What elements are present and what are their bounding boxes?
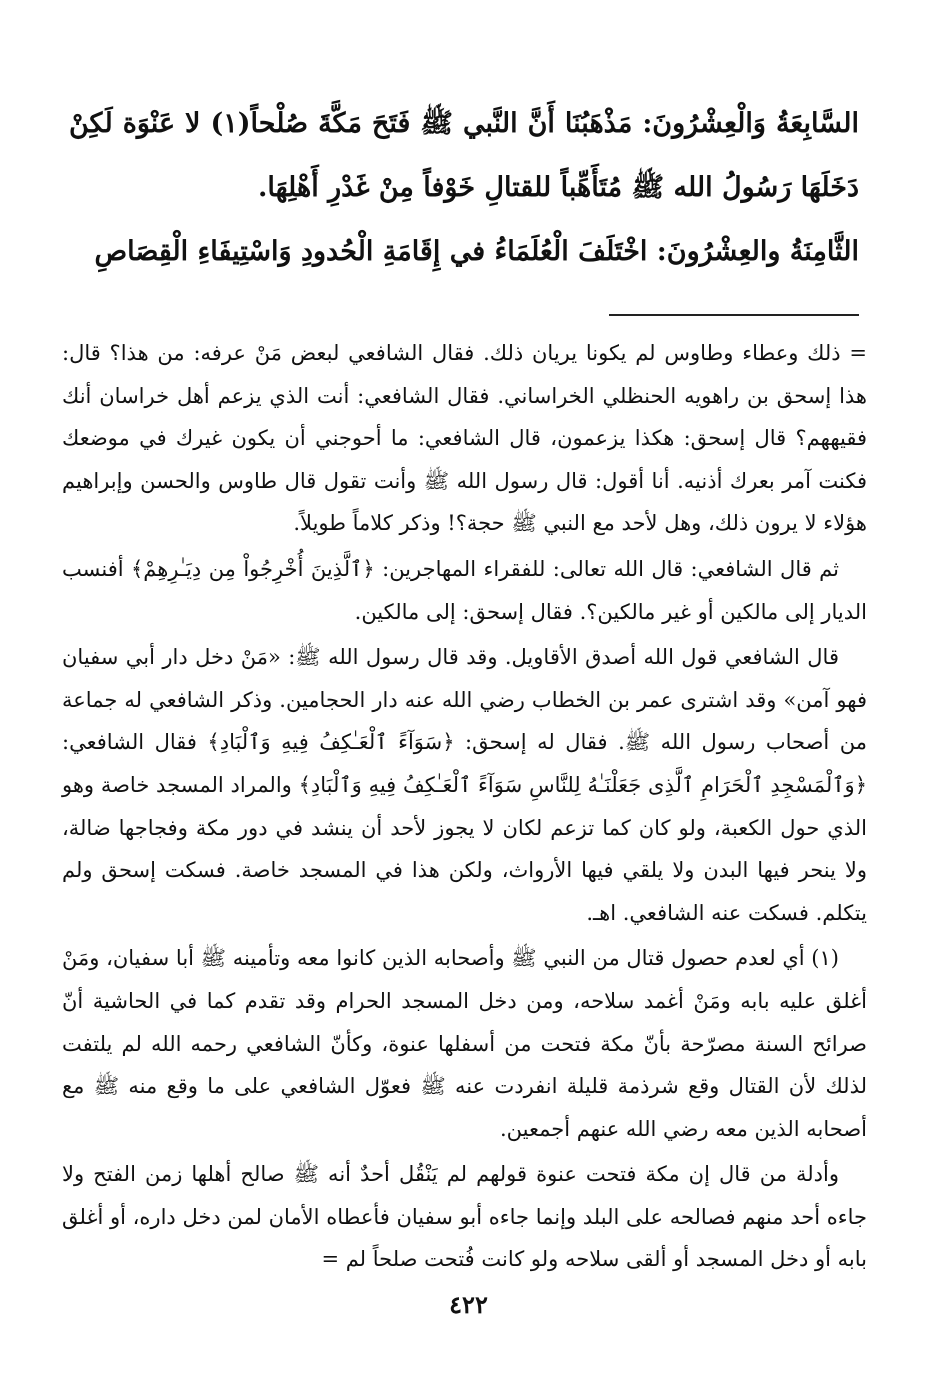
main-text bbox=[69, 92, 859, 284]
footnote-paragraph: ثم قال الشافعي: قال الله تعالى: للفقراء المهاجرين: ﴿ٱلَّذِينَ أُخْرِجُواْ مِن دِيَـٰرِهِمْ﴾ أفنسب الديار إلى مالكين أو غير مالكين؟. فقال إسحق: إلى مالكين. bbox=[62, 556, 867, 624]
footnote-separator bbox=[609, 314, 859, 316]
footnotes bbox=[62, 332, 867, 1284]
footnote-paragraph: قال الشافعي قول الله أصدق الأقاويل. وقد قال رسول الله ﷺ: «مَنْ دخل دار أبي سفيان فهو آمن» وقد اشترى عمر بن الخطاب رضي الله عنه دار الحجامين. وذكر الشافعي له جماعة من أصحاب رسول الله ﷺ. فقال له إسحق: ﴿سَوَآءً ٱلْعَـٰكِفُ فِيهِ وَٱلْبَادِ﴾ فقال الشافعي: ﴿وَٱلْمَسْجِدِ ٱلْحَرَامِ ٱلَّذِى جَعَلْنَـٰهُ لِلنَّاسِ سَوَآءً ٱلْعَـٰكِفُ فِيهِ وَٱلْبَادِ﴾ والمراد المسجد خاصة وهو الذي حول الكعبة، ولو كان كما تزعم لكان لا يجوز لأحد أن ينشد في دور مكة وفجاجها ضالة، ولا ينحر فيها البدن ولا يلقي فيها الأرواث، ولكن هذا في المسجد خاصة. فسكت إسحق ولم يتكلم. فسكت عنه الشافعي. اهـ. bbox=[62, 645, 867, 925]
main-paragraph-28: الثَّامِنَةُ والعِشْرُونَ: اخْتَلَفَ الْعُلَمَاءُ في إِقَامَةِ الْحُدودِ وَاسْتِيفَاءِ الْقِصَاصِ bbox=[94, 236, 859, 267]
main-paragraph-27: السَّابِعَةُ وَالْعِشْرُونَ: مَذْهَبُنَا أَنَّ النَّبي ﷺ فَتَحَ مَكَّةَ صُلْحاً(١) لا عَنْوَة لَكِنْ دَخَلَهَا رَسُولُ الله ﷺ مُتَأَهِّباً للقتالِ خَوْفاً مِنْ غَدْرِ أَهْلِهَا. bbox=[69, 108, 859, 203]
page-number: ٤٢٢ bbox=[449, 1290, 488, 1319]
footnote-paragraph: وأدلة من قال إن مكة فتحت عنوة قولهم لم يَنْقُل أحدٌ أنه ﷺ صالح أهلها زمن الفتح ولا جاءه أحد منهم فصالحه على البلد وإنما جاءه أبو سفيان فأعطاه الأمان لمن دخل داره، أو أغلق بابه أو دخل المسجد أو ألقى سلاحه ولو كانت فُتحت صلحاً لم = bbox=[62, 1162, 867, 1272]
footnote-1: (١) أي لعدم حصول قتال من النبي ﷺ وأصحابه الذين كانوا معه وتأمينه ﷺ أبا سفيان، ومَنْ أغلق عليه بابه ومَنْ أغمد سلاحه، ومن دخل المسجد الحرام وقد تقدم كما في الحاشية أنّ صرائح السنة مصرّحة بأنّ مكة فتحت من أسفلها عنوة، وكأنّ الشافعي رحمه الله لم يلتفت لذلك لأن القتال وقع شرذمة قليلة انفردت عنه ﷺ فعوّل الشافعي على ما وقع منه ﷺ مع أصحابه الذين معه رضي الله عنهم أجمعين. bbox=[62, 946, 867, 1141]
footnote-continuation: = ذلك وعطاء وطاوس لم يكونا يريان ذلك. فقال الشافعي لبعض مَنْ عرفه: من هذا؟ قال: هذا إسحق بن راهويه الحنظلي الخراساني. فقال الشافعي: أنت الذي يزعم أهل خراسان أنك فقيههم؟ قال إسحق: هكذا يزعمون، قال الشافعي: ما أحوجني أن يكون غيرك في موضعك فكنت آمر بعرك أذنيه. أنا أقول: قال رسول الله ﷺ وأنت تقول قال طاوس والحسن وإبراهيم هؤلاء لا يرون ذلك، وهل لأحد مع النبي ﷺ حجة؟! وذكر كلاماً طويلاً. bbox=[62, 341, 867, 536]
